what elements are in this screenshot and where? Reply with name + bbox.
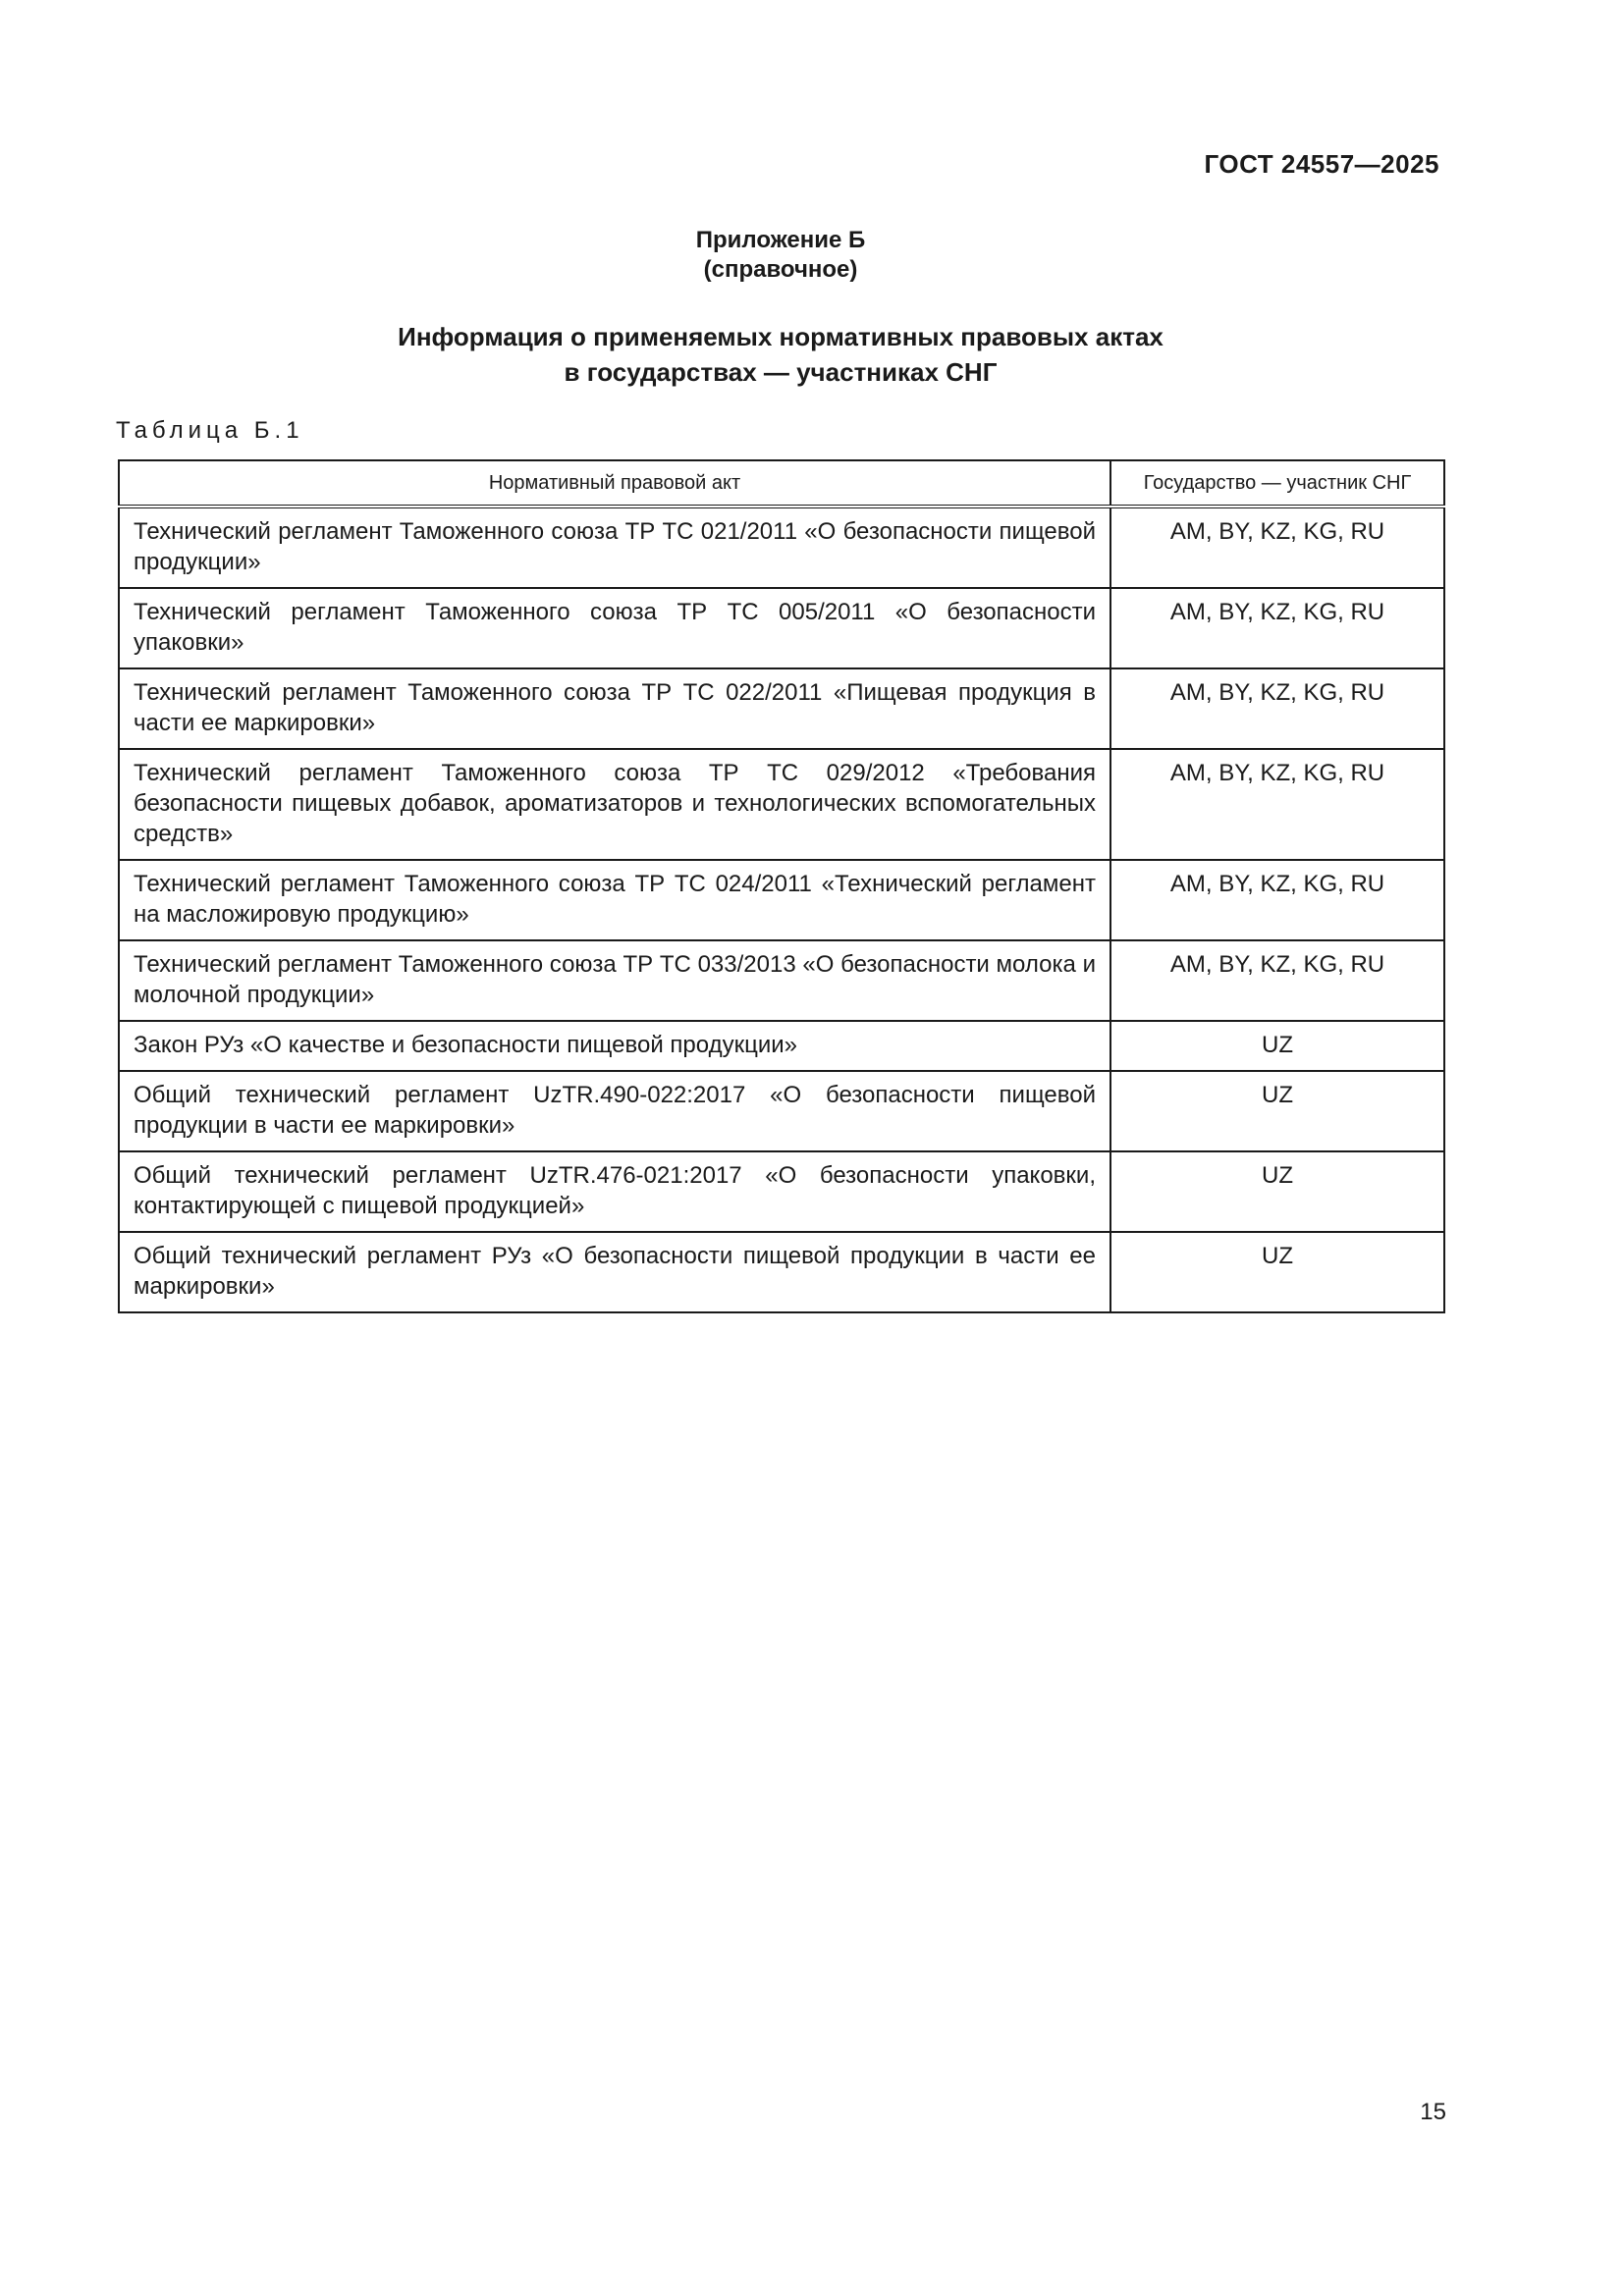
- states-cell: AM, BY, KZ, KG, RU: [1110, 749, 1444, 860]
- section-title-line-2: в государствах — участниках СНГ: [564, 357, 998, 387]
- act-cell: Технический регламент Таможенного союза ТР ТС 024/2011 «Технический регламент на масложировую продукцию»: [119, 860, 1110, 940]
- table-row: [119, 749, 1444, 860]
- act-cell: Технический регламент Таможенного союза ТР ТС 022/2011 «Пищевая продукция в части ее маркировки»: [119, 668, 1110, 749]
- table-header-row: [119, 460, 1444, 507]
- column-header-act: Нормативный правовой акт: [119, 460, 1110, 507]
- table-row: [119, 588, 1444, 668]
- states-cell: UZ: [1110, 1021, 1444, 1071]
- column-header-states: Государство — участник СНГ: [1110, 460, 1444, 507]
- annex-title: Приложение Б: [695, 227, 866, 253]
- table-row: [119, 860, 1444, 940]
- act-cell: Технический регламент Таможенного союза ТР ТС 033/2013 «О безопасности молока и молочной продукции»: [119, 940, 1110, 1021]
- annex-kind: (справочное): [703, 256, 858, 283]
- annex-heading: [0, 226, 1561, 285]
- page-number: 15: [1420, 2099, 1446, 2125]
- states-cell: UZ: [1110, 1232, 1444, 1312]
- table-caption: Таблица Б.1: [116, 417, 304, 444]
- act-cell: Общий технический регламент UzTR.490-022:2017 «О безопасности пищевой продукции в части ее маркировки»: [119, 1071, 1110, 1151]
- states-cell: AM, BY, KZ, KG, RU: [1110, 588, 1444, 668]
- act-cell: Технический регламент Таможенного союза ТР ТС 005/2011 «О безопасности упаковки»: [119, 588, 1110, 668]
- act-cell: Закон РУз «О качестве и безопасности пищевой продукции»: [119, 1021, 1110, 1071]
- states-cell: AM, BY, KZ, KG, RU: [1110, 507, 1444, 588]
- states-cell: AM, BY, KZ, KG, RU: [1110, 668, 1444, 749]
- states-cell: UZ: [1110, 1151, 1444, 1232]
- act-cell: Общий технический регламент РУз «О безопасности пищевой продукции в части ее маркировки»: [119, 1232, 1110, 1312]
- states-cell: UZ: [1110, 1071, 1444, 1151]
- table-row: [119, 1071, 1444, 1151]
- table-row: [119, 940, 1444, 1021]
- states-cell: AM, BY, KZ, KG, RU: [1110, 860, 1444, 940]
- act-cell: Общий технический регламент UzTR.476-021:2017 «О безопасности упаковки, контактирующей с пищевой продукцией»: [119, 1151, 1110, 1232]
- normative-acts-table: [118, 459, 1445, 1313]
- act-cell: Технический регламент Таможенного союза ТР ТС 021/2011 «О безопасности пищевой продукции»: [119, 507, 1110, 588]
- states-cell: AM, BY, KZ, KG, RU: [1110, 940, 1444, 1021]
- document-code: ГОСТ 24557—2025: [1204, 149, 1439, 179]
- act-cell: Технический регламент Таможенного союза ТР ТС 029/2012 «Требования безопасности пищевых добавок, ароматизаторов и технологических вспомогательных средств»: [119, 749, 1110, 860]
- table-row: [119, 668, 1444, 749]
- table-row: [119, 1021, 1444, 1071]
- table-row: [119, 507, 1444, 588]
- table-row: [119, 1232, 1444, 1312]
- section-title-line-1: Информация о применяемых нормативных правовых актах: [398, 322, 1164, 351]
- section-title: [0, 319, 1561, 390]
- table-row: [119, 1151, 1444, 1232]
